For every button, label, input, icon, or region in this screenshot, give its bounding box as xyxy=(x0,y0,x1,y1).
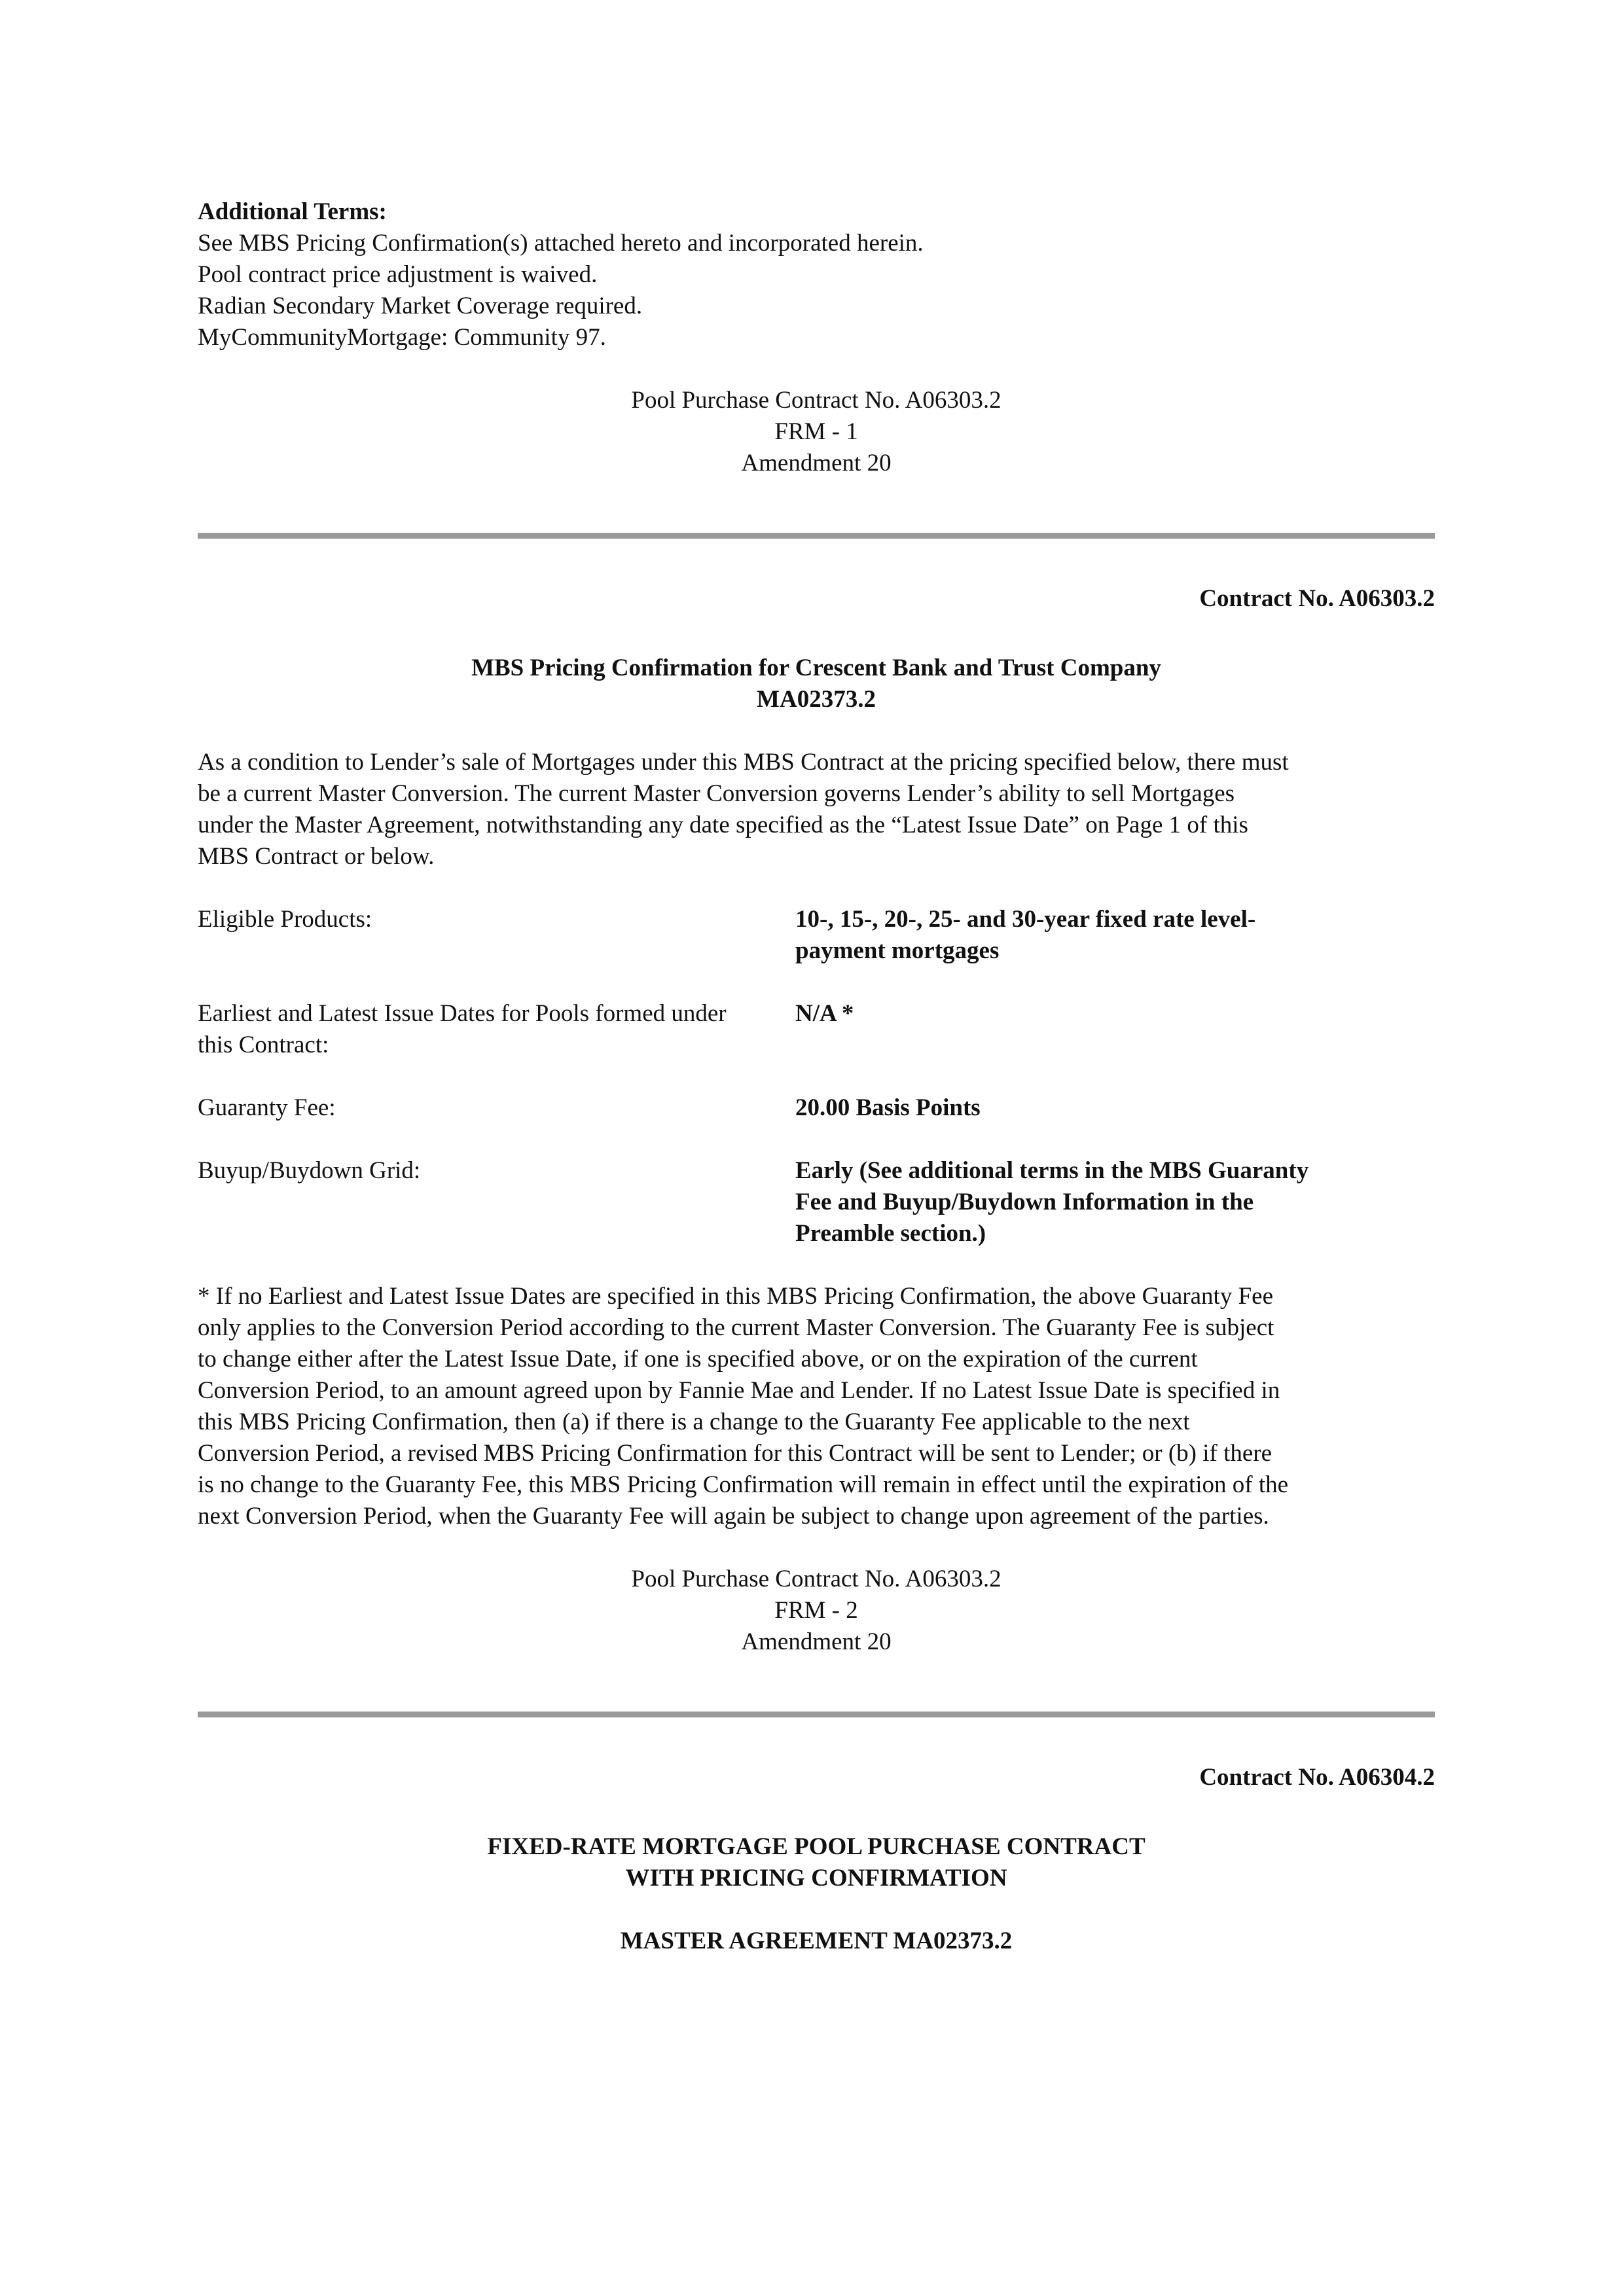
intro-line: under the Master Agreement, notwithstanding any date specified as the “Latest Issue Date” on Page 1 of this xyxy=(198,812,1248,838)
term-value-line: Preamble section.) xyxy=(795,1220,986,1247)
contract-number: Contract No. A06304.2 xyxy=(1199,1764,1435,1791)
contract-title xyxy=(198,1831,1435,1894)
intro-line: As a condition to Lender’s sale of Mortgages under this MBS Contract at the pricing specified below, there must xyxy=(198,749,1289,776)
footnote-line: only applies to the Conversion Period according to the current Master Conversion. The Guaranty Fee is subject xyxy=(198,1314,1274,1341)
term-value-line: Early (See additional terms in the MBS Guaranty xyxy=(795,1157,1309,1184)
terms-table xyxy=(198,904,1435,1249)
term-label-line: Guaranty Fee: xyxy=(198,1094,336,1121)
page-footer-frm-1 xyxy=(198,385,1435,479)
footer-page-line: FRM - 1 xyxy=(774,418,858,445)
footnote-line: to change either after the Latest Issue Date, if one is specified above, or on the expiration of the current xyxy=(198,1346,1198,1372)
term-value xyxy=(795,998,1435,1061)
title-line: MA02373.2 xyxy=(757,686,876,713)
additional-terms-line: MyCommunityMortgage: Community 97. xyxy=(198,324,606,351)
document-page xyxy=(198,196,1435,1957)
intro-paragraph xyxy=(198,747,1435,872)
footer-contract-line: Pool Purchase Contract No. A06303.2 xyxy=(631,387,1001,414)
term-row-guaranty-fee xyxy=(198,1092,1435,1124)
contract-number: Contract No. A06303.2 xyxy=(1199,585,1435,612)
footnote-line: this MBS Pricing Confirmation, then (a) if there is a change to the Guaranty Fee applicable to the next xyxy=(198,1408,1190,1435)
footnote-line: is no change to the Guaranty Fee, this MBS Pricing Confirmation will remain in effect until the expiration of the xyxy=(198,1471,1289,1498)
footnote-line: Conversion Period, a revised MBS Pricing Confirmation for this Contract will be sent to Lender; or (b) if there xyxy=(198,1440,1272,1467)
footer-contract-line: Pool Purchase Contract No. A06303.2 xyxy=(631,1566,1001,1592)
page-separator xyxy=(198,1712,1435,1717)
term-row-buyup-buydown xyxy=(198,1155,1435,1249)
term-label xyxy=(198,904,795,967)
pricing-confirmation-title xyxy=(198,653,1435,715)
additional-terms-line: Pool contract price adjustment is waived. xyxy=(198,261,598,288)
master-agreement-heading: MASTER AGREEMENT MA02373.2 xyxy=(620,1928,1013,1954)
footer-amendment-line: Amendment 20 xyxy=(741,1628,892,1655)
term-value-line: 10-, 15-, 20-, 25- and 30-year fixed rate level- xyxy=(795,906,1256,933)
page-separator xyxy=(198,533,1435,539)
footnote-line: next Conversion Period, when the Guaranty Fee will again be subject to change upon agreement of the parties. xyxy=(198,1503,1269,1530)
term-row-eligible-products xyxy=(198,904,1435,967)
term-value-line: 20.00 Basis Points xyxy=(795,1094,981,1121)
term-label-line: Buyup/Buydown Grid: xyxy=(198,1157,421,1184)
intro-line: MBS Contract or below. xyxy=(198,843,435,870)
page-footer-frm-2 xyxy=(198,1564,1435,1658)
footnote-line: * If no Earliest and Latest Issue Dates are specified in this MBS Pricing Confirmation, the above Guaranty Fee xyxy=(198,1283,1273,1310)
title-line: WITH PRICING CONFIRMATION xyxy=(625,1865,1007,1892)
title-line: FIXED-RATE MORTGAGE POOL PURCHASE CONTRACT xyxy=(487,1833,1146,1860)
footnote-line: Conversion Period, to an amount agreed upon by Fannie Mae and Lender. If no Latest Issue Date is specified in xyxy=(198,1377,1280,1404)
additional-terms-line: See MBS Pricing Confirmation(s) attached hereto and incorporated herein. xyxy=(198,230,924,257)
term-label-line: Eligible Products: xyxy=(198,906,372,933)
term-label-line: this Contract: xyxy=(198,1031,329,1058)
additional-terms-section xyxy=(198,196,1435,353)
term-value xyxy=(795,1092,1435,1124)
footer-amendment-line: Amendment 20 xyxy=(741,450,892,476)
term-value-line: N/A * xyxy=(795,1000,854,1027)
term-value-line: Fee and Buyup/Buydown Information in the xyxy=(795,1189,1254,1215)
title-line: MBS Pricing Confirmation for Crescent Bank and Trust Company xyxy=(471,655,1161,681)
intro-line: be a current Master Conversion. The current Master Conversion governs Lender’s ability to sell Mortgages xyxy=(198,780,1235,807)
term-label xyxy=(198,1092,795,1124)
term-label-line: Earliest and Latest Issue Dates for Pools formed under xyxy=(198,1000,727,1027)
term-label xyxy=(198,1155,795,1249)
term-value-line: payment mortgages xyxy=(795,937,1000,964)
additional-terms-heading: Additional Terms: xyxy=(198,198,387,225)
term-value xyxy=(795,904,1435,967)
footnote-paragraph xyxy=(198,1281,1435,1532)
footer-page-line: FRM - 2 xyxy=(774,1597,858,1624)
term-label xyxy=(198,998,795,1061)
additional-terms-line: Radian Secondary Market Coverage required. xyxy=(198,293,643,319)
term-value xyxy=(795,1155,1435,1249)
term-row-issue-dates xyxy=(198,998,1435,1061)
